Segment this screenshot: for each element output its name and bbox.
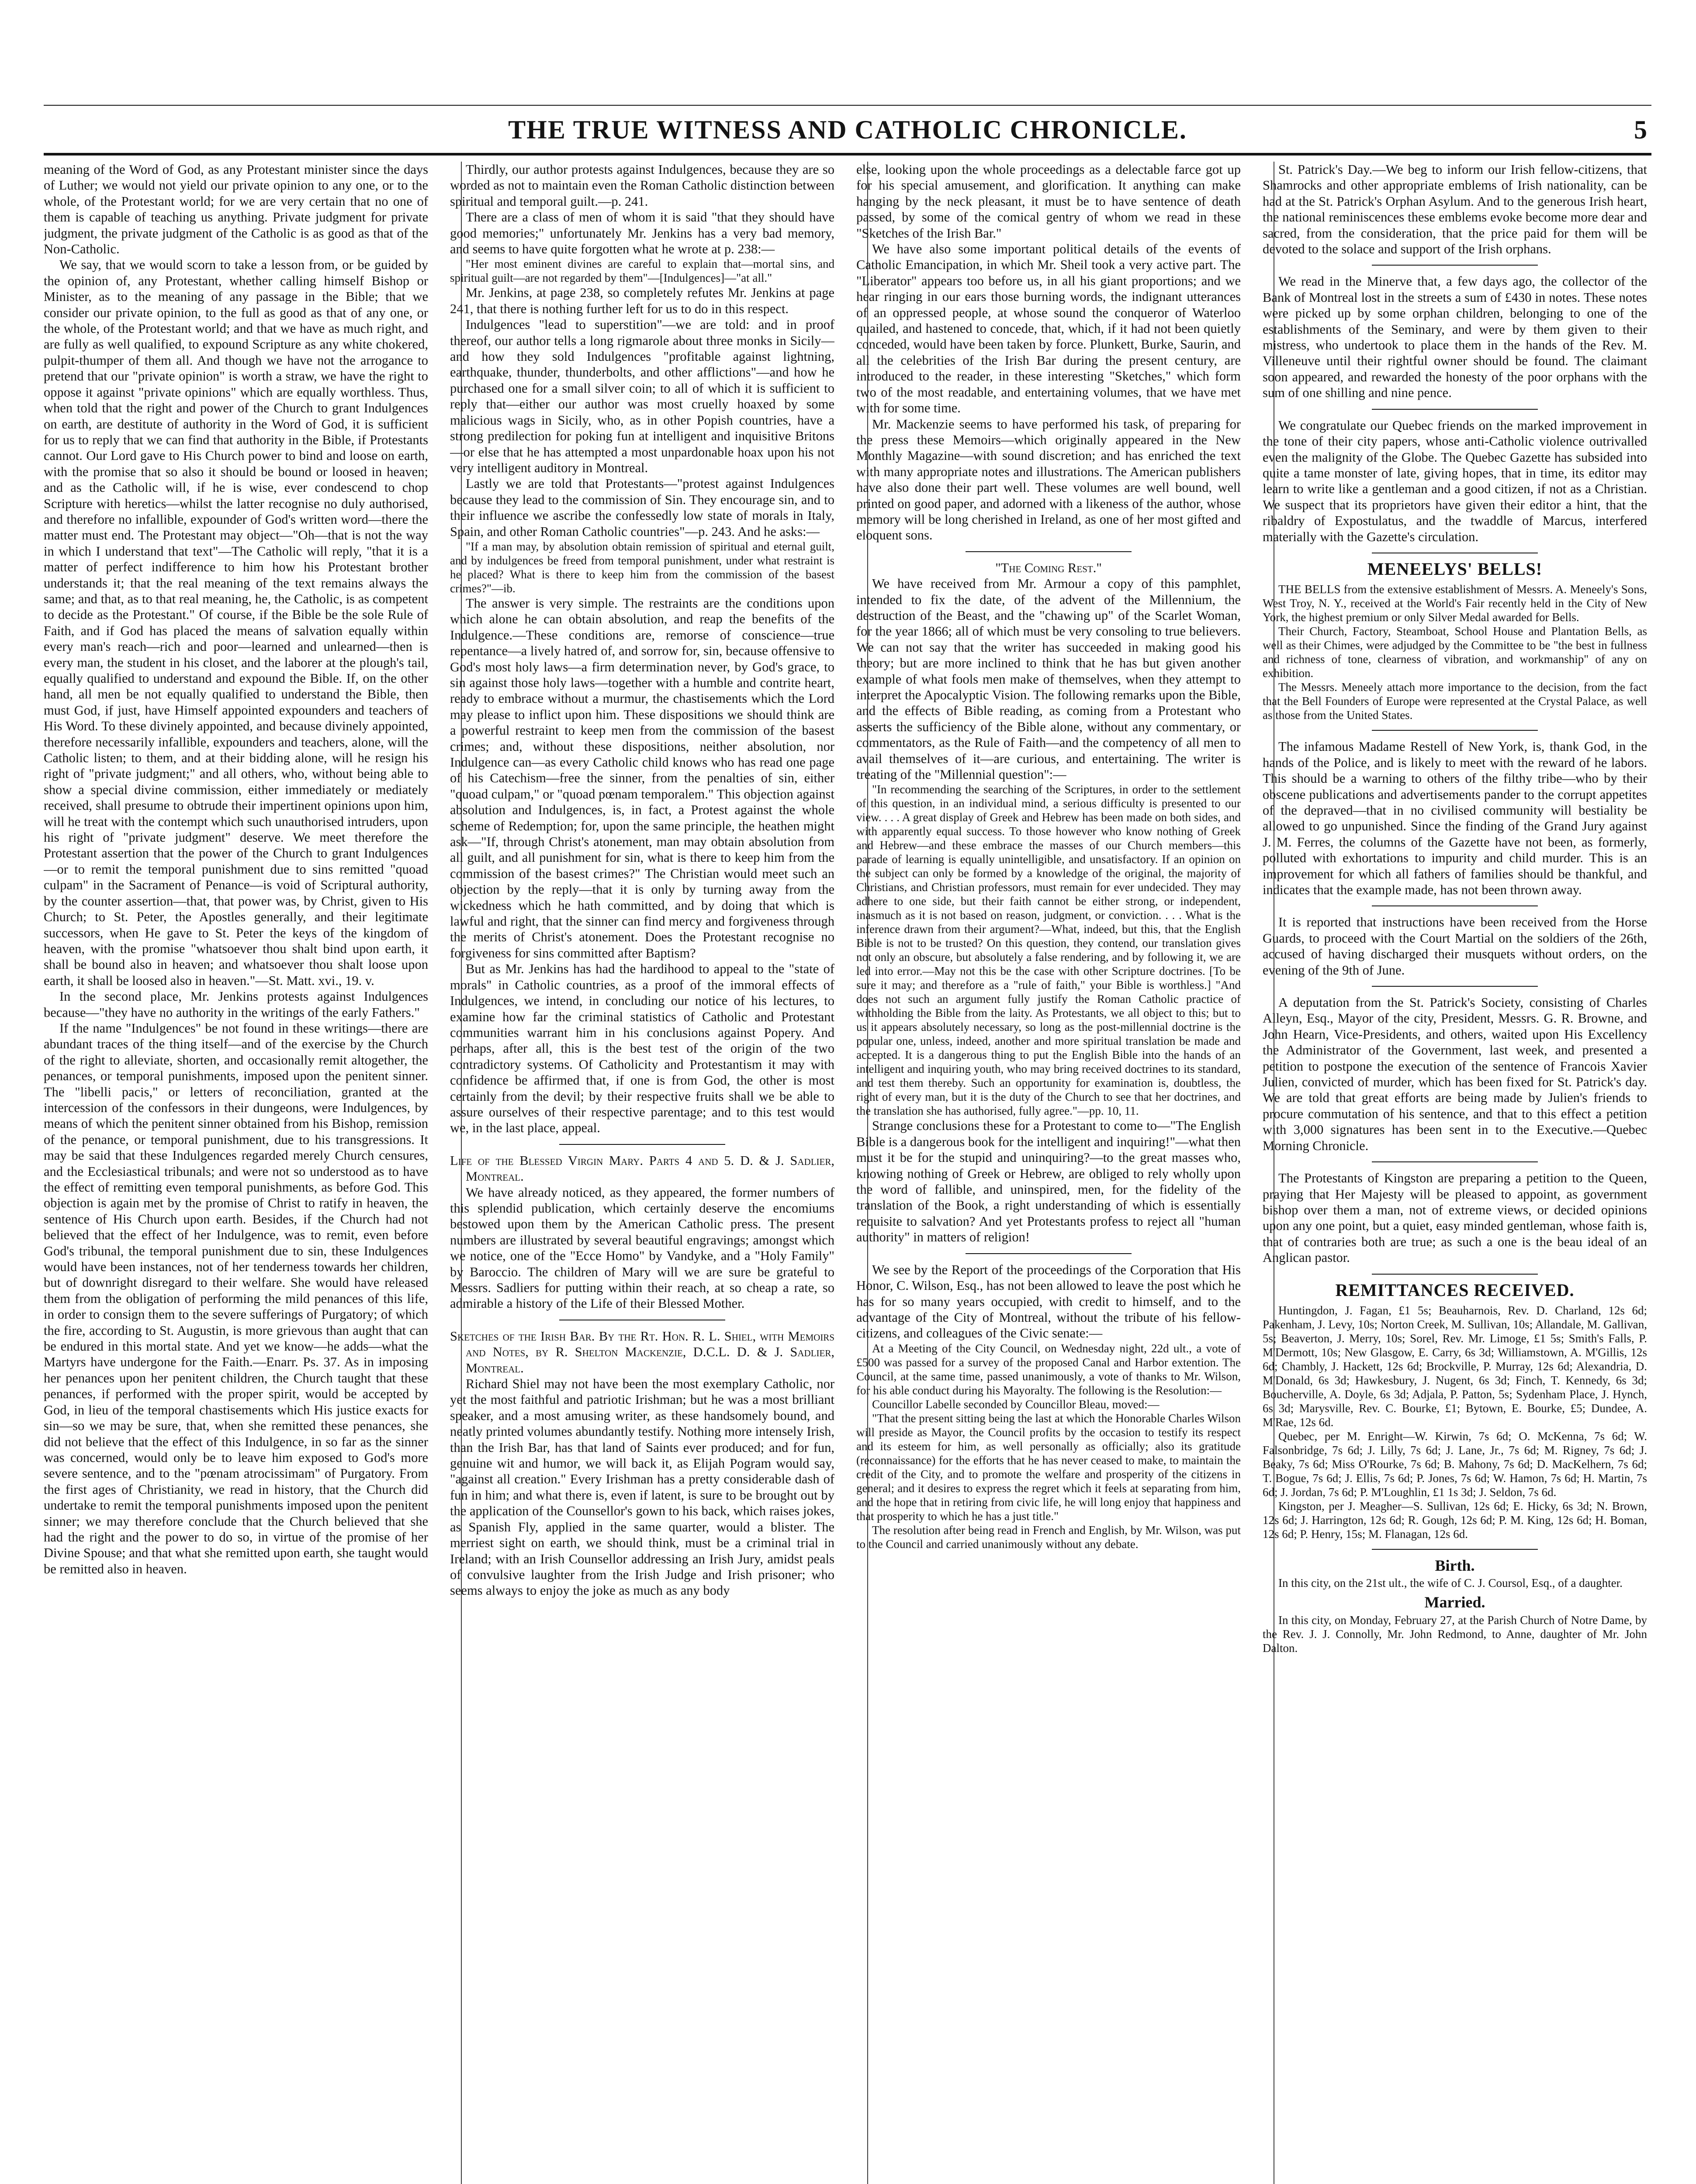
section-separator bbox=[1372, 1549, 1538, 1550]
advertisement-heading: MENEELYS' BELLS! bbox=[1367, 559, 1543, 579]
top-rule bbox=[44, 105, 1651, 106]
article-paragraph: The answer is very simple. The restraints are the conditions upon which alone he can obtain absolution, and reap the benefits of the Indulgence.—These conditions are, remorse of conscience—true repentance—a lively hatred of, and sorrow for, sin, because offensive to God's most holy laws—a firm determination never, by God's grace, to sin against those holy laws—together with a humble and contrite heart, ready to embrace without a murmur, the chastisements which the Lord may please to inflict upon him. These dispositions we should think are a powerful restraint to keep men from the commission of the basest crimes; and, without these dispositions, neither absolution, nor Indulgence can—as every Catholic child knows who has read one page of his Catechism—free the sinner, from the penalties of sin, either "quoad culpam," or "quoad pœnam temporalem." This objection against absolution and Indulgences, is, in fact, a Protest against the whole scheme of Redemption; for, upon the same principle, the heathen might ask—"If, through Christ's atonement, man may obtain absolution from all guilt, and all punishment for sin, what is there to keep him from the commission of the basest crimes?" The Christian would meet such an objection by the reply—that it is only by turning away from the wickedness which he hath committed, and by doing that which is lawful and right, that the sinner can find mercy and forgiveness through the merits of Christ's atonement. Does the Protestant recognise no forgiveness for sins committed after Baptism? bbox=[450, 595, 834, 961]
article-paragraph: But as Mr. Jenkins has had the hardihood to appeal to the "state of morals" in Catholic countries, as a proof of the immoral effects of Indulgences, we intend, in concluding our notice of his lectures, to examine how far the criminal statistics of Catholic and Protestant communities warrant him in his conclusions against Popery. And perhaps, after all, this is the best test of the origin of the two contradictory systems. Of Catholicity and Protestantism it may with confidence be affirmed that, if one is from God, the other is most certainly from the devil; by their respective fruits shall we be able to assure ourselves of their respective parentage; and to this test would we, in the last place, appeal. bbox=[450, 961, 834, 1136]
column-3 bbox=[856, 162, 1241, 2184]
article-paragraph: If the name "Indulgences" be not found in these writings—there are abundant traces of the thing itself—and of the exercise by the Church of the right to alleviate, shorten, and occasionally remit altogether, the penances, or temporal punishments, imposed upon the penitent sinner. The "libelli pacis," or letters of reconciliation, granted at the intercession of the confessors in their dungeons, were Indulgences, by means of which the penitent sinner obtained from his Bishop, remission of the penance, or temporal punishment, due to his transgressions. It may be said that these Indulgences regarded merely Church censures, and the Ecclesiastical tribunals; and were not so understood as to have the effect of remitting even temporal punishments, as before God. This objection is again met by the promise of Christ to ratify in heaven, the sentence of His Church upon earth. Besides, if the Church had not believed that the effect of her Indulgence, was to remit, even before God's tribunal, the temporal punishment due to sin, these Indulgences would have been instances, not of her tenderness towards her children, but of downright disregard to their welfare. She would have released them from the obligation of performing the mild penances of this life, in order to consign them to the severe sufferings of Purgatory; of which the fire, according to St. Augustin, is more grievous than aught that can be endured in this mortal state. And yet we know—he adds—what the Martyrs have undergone for the Faith.—Enarr. Ps. 37. As in imposing her penances upon her penitent children, the Church taught that these penances, if performed with the proper spirit, would be accepted by God, in lieu of the temporal chastisements which His justice exacts for sin—so we may be sure, that, when she remitted these penances, she did not believe that the effect of this Indulgence, in so far as the sinner was concerned, would only be to leave him exposed to God's more severe sentence, and to the "pœnam atrocissimam" of Purgatory. From the first ages of Christianity, we read in history, that the Church did undertake to remit the temporal punishments imposed upon the penitent sinner; we may therefore conclude that the Church believed that she had the right and the power to do so, in virtue of the promise of her Divine Spouse; and that what she remitted upon earth, she taught would be remitted also in heaven. bbox=[44, 1020, 428, 1576]
quotation: "That the present sitting being the last at which the Honorable Charles Wilson will preside as Mayor, the Council profits by the occasion to testify its respect and its esteem for him, as well personally as officially; also its gratitude (reconnaissance) for the efforts that he has never ceased to make, to maintain the credit of the City, and to promote the welfare and prosperity of the citizens in general; and it desires to express the regret which it feels at separating from him, and the hope that in retiring from civic life, he will long enjoy that happiness and that prosperity to which he has a just title." bbox=[856, 1411, 1241, 1523]
article-paragraph: Mr. Mackenzie seems to have performed his task, of preparing for the press these Memoirs—which originally appeared in the New Monthly Magazine—with sound discretion; and has enriched the text with many appropriate notes and illustrations. The American publishers have also done their part well. These volumes are well bound, well printed on good paper, and adorned with a likeness of the author, whose memory will be long cherished in Ireland, as one of her most gifted and eloquent sons. bbox=[856, 416, 1241, 543]
article-paragraph: Mr. Jenkins, at page 238, so completely refutes Mr. Jenkins at page 241, that there is nothing further left for us to do in this respect. bbox=[450, 285, 834, 316]
article-paragraph: We say, that we would scorn to take a lesson from, or be guided by the opinion of, any Protestant, whether calling himself Bishop or Minister, as to the meaning of any passage in the Bible; that we consider our private opinion, to the full as good as that of any one, or the whole, of the Protestant world; and that we have as much right, and are fully as well qualified, to expound Scripture as any white chokered, pulpit-thumper of them all. And though we have not the arrogance to pretend that our "private opinion" is worth a straw, we have the right to oppose it against "private opinions" which are equally worthless. Thus, when told that the right and power of the Church to grant Indulgences on earth, are destitute of authority in the Word of God, it is sufficient for us to reply that we can find that authority in the Bible, if Protestants cannot. Our Lord gave to His Church power to bind and loose on earth, with the promise that so also it should be bound or loosed in heaven; and as the Catholic will, if he is wise, ever condescend to chop Scripture with heretics—whilst the latter recognise no duly authorised, and therefore no infallible, expounder of God's written word—there the matter must end. The Protestant may object—"Oh—that is not the way in which I understand that text"—The Catholic will reply, "that it is a matter of perfect indifference to him how his Protestant brother understands it; that the real meaning of the text remains always the same; and that, as to that real meaning, he, the Catholic, is as competent to decide as the Protestant." Of course, if the Bible be the sole Rule of Faith, and if God has placed the means of salvation equally within every man's reach—rich and poor—learned and unlearned—then is every man, the student in his closet, and the laborer at the plough's tail, equally qualified to understand and expound the Bible. If, on the other hand, all men be not equally qualified to understand the Bible, then must God, if just, have Himself appointed expounders and teachers of His Word. To these divinely appointed, and because divinely appointed, therefore necessarily infallible, expounders and teachers, alone, will the Catholic listen; to them, and at their bidding alone, will he resign his right of "private judgment;" and all others, who, without being able to show a special divine commission, either immediately or mediately received, shall presume to obtrude their impertinent opinions upon him, will he treat with the contempt which such unauthorised intruders, upon his right of "private judgment" deserve. We meet therefore the Protestant assertion that the power of the Church to grant Indulgences—or to remit the temporal punishment due to sins remitted "quoad culpam" in the Sacrament of Penance—is void of Scriptural authority, by the counter assertion—that, that power was, by Christ, given to His Church; to St. Peter, the Apostles generally, and their legitimate successors, when He gave to St. Peter the keys of the kingdom of heaven, with the promise "whatsoever thou shalt bind upon earth, it shall be bound also in heaven; and whatsoever thou shalt loose upon earth, it shall be loosed also in heaven."—St. Matt. xvi., 19. v. bbox=[44, 257, 428, 988]
article-paragraph: St. Patrick's Day.—We beg to inform our Irish fellow-citizens, that Shamrocks and other appropriate emblems of Irish nationality, can be had at the St. Patrick's Orphan Asylum. And to the generous Irish heart, the national reminiscences these emblems evoke become more dear and sacred, from the consideration, that the price paid for them will be devoted to the solace and support of the Irish orphans. bbox=[1263, 162, 1647, 257]
quotation: "In recommending the searching of the Scriptures, in order to the settlement of this question, in an individual mind, a serious difficulty is presented to our view. . . . A great display of Greek and Hebrew has been made on both sides, and with apparently equal success. To those however who know nothing of Greek and Hebrew—and these embrace the masses of our Church members—this parade of learning is equally unintelligible, and unsatisfactory. If an opinion on the subject can only be formed by a knowledge of the original, the majority of Christians, and Christian professors, must remain for ever undecided. They may adhere to one side, but their faith cannot be either strong, or independent, inasmuch as it is not based on reason, judgment, or conviction. . . . What is the inference drawn from their argument?—What, indeed, but this, that the English Bible is not to be trusted? On this question, they contend, our translation gives not only an obscure, but absolutely a false rendering, and by following it, we are led into error.—May not this be the case with other Scripture doctrines. [To be sure it may; and therefore as a "rule of faith," your Bible is worthless.] "And does not such an argument fully justify the Roman Catholic practice of withholding the Bible from the laity. As Protestants, we all object to this; but to us it appears absolutely necessary, so long as the post-millennial doctrine is the popular one, unless, indeed, another and more spiritual translation be made and accepted. It is a dangerous thing to put the English Bible into the hands of an intelligent and inquiring youth, who may bring received doctrines to its standard, and test them thereby. Such an opportunity for examination is, doubtless, the right of every man, but it is the duty of the Church to see that her doctrines, and the translation she has authorised, fully agree."—pp. 10, 11. bbox=[856, 783, 1241, 1118]
review-heading: Life of the Blessed Virgin Mary. Parts 4 and 5. D. & J. Sadlier, Montreal. bbox=[450, 1153, 834, 1184]
article-paragraph: Strange conclusions these for a Protestant to come to—"The English Bible is a dangerous book for the intelligent and inquiring!"—what then must it be for the stupid and uninquiring?—to the great masses who, knowing nothing of Greek or Hebrew, are obliged to rely wholly upon the word of fallible, and uninspired, men, for the fidelity of the translation of the Book, a right understanding of which is essentially requisite to salvation? And yet Protestants profess to reject all "human authority" in matters of religion! bbox=[856, 1118, 1241, 1245]
review-paragraph: Richard Shiel may not have been the most exemplary Catholic, nor yet the most faithful and patriotic Irishman; but he was a most brilliant speaker, and a most amusing writer, as these handsomely bound, and neatly printed volumes abundantly testify. Nothing more intensely Irish, than the Irish Bar, has that land of Saints ever produced; and for fun, genuine wit and humor, we will back it, as Elijah Pogram would say, "against all creation." Every Irishman has a pretty considerable dash of fun in him; and what there is, even if latent, is sure to be brought out by the application of the Counsellor's gown to his back, which raises jokes, as Spanish Fly, applied in the same quarter, would a blister. The merriest sight on earth, we should think, must be a criminal trial in Ireland; with an Irish Counsellor addressing an Irish Jury, amidst peals of convulsive laughter from the Irish Judge and Irish prisoner; who seems always to enjoy the joke as much as any body bbox=[450, 1376, 834, 1598]
article-paragraph: A deputation from the St. Patrick's Society, consisting of Charles Alleyn, Esq., Mayor of the city, President, Messrs. G. R. Browne, and John Hearn, Vice-Presidents, and others, waited upon His Excellency the Administrator of the Government, last week, and presented a petition to postpone the execution of the sentence of Francois Xavier Julien, convicted of murder, which has been fixed for St. Patrick's day. We are told that great efforts are being made by Julien's friends to procure commutation of his sentence, and that to this effect a petition with 3,000 signatures has been sent in to the Executive.—Quebec Morning Chronicle. bbox=[1263, 995, 1647, 1153]
article-paragraph: The infamous Madame Restell of New York, is, thank God, in the hands of the Police, and is likely to meet with the reward of he labors. This should be a warning to others of the filthy tribe—who by their obscene publications and advertisements pander to the corrupt appetites of the depraved—that in no civilised community will bestiality be allowed to go unpunished. Since the finding of the Grand Jury against J. M. Ferres, the columns of the Gazette have not been, as formerly, polluted with exhortations to impurity and child murder. This is an improvement for which all fathers of families should be thankful, and indicates that the example made, has not been thrown away. bbox=[1263, 739, 1647, 897]
article-paragraph: We congratulate our Quebec friends on the marked improvement in the tone of their city papers, whose anti-Catholic violence outrivalled even the malignity of the Globe. The Quebec Gazette has subsided into quite a tame monster of late, giving hopes, that in time, its editor may learn to write like a gentleman and a good citizen, if not as a Christian. We suspect that its proprietors have given their editor a hint, that the ribaldry of Expostulatus, and the twaddle of Marcus, interfered materially with the Gazette's circulation. bbox=[1263, 418, 1647, 544]
birth-heading: Birth. bbox=[1435, 1556, 1475, 1574]
quotation: At a Meeting of the City Council, on Wednesday night, 22d ult., a vote of £500 was passed for a survey of the proposed Canal and Harbor extention. The Council, at the same time, passed unanimously, a vote of thanks to Mr. Wilson, for his able conduct during his Mayoralty. The following is the Resolution:— bbox=[856, 1341, 1241, 1397]
column-1 bbox=[44, 162, 428, 2184]
article-paragraph: Thirdly, our author protests against Indulgences, because they are so worded as not to maintain even the Roman Catholic distinction between spiritual and temporal guilt.—p. 241. bbox=[450, 162, 834, 209]
article-paragraph: Indulgences "lead to superstition"—we are told: and in proof thereof, our author tells a long rigmarole about three monks in Sicily—and how they sold Indulgences "profitable against lightning, earthquake, thunder, thunderbolts, and other afflictions"—and how he purchased one for a small silver coin; to all of which it is sufficient to reply that—either our author was most cruelly hoaxed by some malicious wags in Sicily, who, as in other Popish countries, have a strong predilection for poking fun at intelligent and inquisitive Britons—or else that he has attempted a most unpardonable hoax upon his not very intelligent auditory in Montreal. bbox=[450, 317, 834, 475]
article-paragraph: We read in the Minerve that, a few days ago, the collector of the Bank of Montreal lost in the streets a sum of £430 in notes. These notes were picked up by some orphan children, belonging to one of the establishments of the Seminary, and were by them given to their mistress, who undertook to place them in the hands of the Rev. M. Villeneuve until their rightful owner should be found. The claimant soon appeared, and rewarded the honesty of the poor orphans with the sum of one shilling and nine pence. bbox=[1263, 274, 1647, 401]
section-separator bbox=[1372, 1161, 1538, 1162]
review-heading: Sketches of the Irish Bar. By the Rt. Hon. R. L. Shiel, with Memoirs and Notes, by R. Shelton Mackenzie, D.C.L. D. & J. Sadlier, Montreal. bbox=[450, 1328, 834, 1375]
article-paragraph: else, looking upon the whole proceedings as a delectable farce got up for his special amusement, and glorification. It anything can make hanging by the neck pleasant, it must be to have sentence of death passed, by some of the comical gentry of whom we read in these "Sketches of the Irish Bar." bbox=[856, 162, 1241, 241]
advertisement-paragraph: THE BELLS from the extensive establishment of Messrs. A. Meneely's Sons, West Troy, N. Y., received at the World's Fair recently held in the City of New York, the highest premium or only Silver Medal awarded for Bells. bbox=[1263, 583, 1647, 624]
quotation: The resolution after being read in French and English, by Mr. Wilson, was put to the Council and carried unanimously without any debate. bbox=[856, 1523, 1241, 1551]
masthead-title: THE TRUE WITNESS AND CATHOLIC CHRONICLE. bbox=[508, 115, 1187, 144]
section-separator bbox=[966, 1253, 1132, 1254]
section-separator bbox=[966, 551, 1132, 552]
section-separator bbox=[1372, 1274, 1538, 1275]
quotation: "If a man may, by absolution obtain remission of spiritual and eternal guilt, and by indulgences be freed from temporal punishment, under what restraint is he placed? What is there to keep him from the commission of the basest crimes?"—ib. bbox=[450, 539, 834, 595]
section-separator bbox=[1372, 730, 1538, 731]
birth-notice: In this city, on the 21st ult., the wife of C. J. Coursol, Esq., of a daughter. bbox=[1278, 1576, 1623, 1590]
remittances-list: Quebec, per M. Enright—W. Kirwin, 7s 6d; O. McKenna, 7s 6d; W. Falsonbridge, 7s 6d; J. Lilly, 7s 6d; J. Lane, Jr., 7s 6d; M. Rigney, 7s 6d; J. Beaky, 7s 6d; Miss O'Rourke, 7s 6d; B. Mahony, 7s 6d; D. MacKelhern, 7s 6d; T. Bogue, 7s 6d; J. Ellis, 7s 6d; P. Jones, 7s 6d; W. Hamon, 7s 6d; H. Martin, 7s 6d; J. Jordan, 7s 6d; P. M'Loughlin, £1 1s 3d; J. Seldon, 7s 6d. bbox=[1263, 1429, 1647, 1499]
review-paragraph: We have already noticed, as they appeared, the former numbers of this splendid publication, which certainly deserve the encomiums bestowed upon them by the American Catholic press. The present numbers are illustrated by several beautiful engravings; amongst which we notice, one of the "Ecce Homo" by Vandyke, and a "Holy Family" by Baroccio. The children of Mary will we are sure be grateful to Messrs. Sadliers for putting within their reach, at so cheap a rate, so admirable a history of the Life of their Blessed Mother. bbox=[450, 1185, 834, 1311]
section-separator bbox=[1372, 265, 1538, 266]
column-2 bbox=[450, 162, 834, 2184]
advertisement-paragraph: Their Church, Factory, Steamboat, School House and Plantation Bells, as well as their Chimes, were adjudged by the Committee to be "the best in fullness and richness of tone, clearness of vibration, and workmanship" of any on exhibition. bbox=[1263, 625, 1647, 680]
section-separator bbox=[1372, 409, 1538, 410]
married-heading: Married. bbox=[1424, 1593, 1485, 1611]
page-number: 5 bbox=[1634, 115, 1647, 144]
remittances-list: Kingston, per J. Meagher—S. Sullivan, 12s 6d; E. Hicky, 6s 3d; N. Brown, 12s 6d; J. Harrington, 12s 6d; R. Gough, 12s 6d; P. M. King, 12s 6d; H. Boman, 12s 6d; P. Henry, 15s; M. Flanagan, 12s 6d. bbox=[1263, 1499, 1647, 1541]
remittances-list: Huntingdon, J. Fagan, £1 5s; Beauharnois, Rev. D. Charland, 12s 6d; Pakenham, J. Levy, 10s; Norton Creek, M. Sullivan, 10s; Allandale, M. Gallivan, 5s; Beaverton, J. Merry, 10s; Sorel, Rev. Mr. Limoge, £1 5s; Smith's Falls, P. M'Dermott, 10s; New Glasgow, E. Carry, 6s 3d; Williamstown, A. M'Gillis, 12s 6d; Chambly, J. Hackett, 12s 6d; Brockville, P. Murray, 12s 6d; Alexandria, D. M'Donald, 6s 3d; Hawkesbury, J. Nugent, 6s 3d; Finch, T. Kennedy, 6s 3d; Boucherville, A. Doyle, 6s 3d; Adjala, P. Patton, 5s; Sydenham Place, J. Hynch, 6s 3d; Marysville, Rev. C. Bourke, £1; Bytown, E. Bourke, £5; Dundee, A. M'Rae, 12s 6d. bbox=[1263, 1303, 1647, 1429]
article-paragraph: Lastly we are told that Protestants—"protest against Indulgences because they lead to the commission of Sin. They encourage sin, and to their influence we ascribe the confessedly low state of morals in Italy, Spain, and other Roman Catholic countries"—p. 243. And he asks:— bbox=[450, 476, 834, 539]
article-paragraph: The Protestants of Kingston are preparing a petition to the Queen, praying that Her Majesty will be pleased to appoint, as government bishop over them a man, not of extreme views, or decided opinions upon any one point, but a quiet, easy minded gentleman, whose faith is, that of contraries both are true; as such a one is the beau ideal of an Anglican pastor. bbox=[1263, 1171, 1647, 1265]
article-paragraph: We have received from Mr. Armour a copy of this pamphlet, intended to fix the date, of the advent of the Millennium, the destruction of the Beast, and the "chawing up" of the Scarlet Woman, for the year 1866; all of which must be very consoling to true believers. We can not say that the writer has succeeded in making good his theory; but are more inclined to think that he has but given another example of what fools men make of themselves, when they attempt to interpret the Apocalyptic Vision. The following remarks upon the Bible, and the effects of Bible reading, as coming from a Protestant who asserts the sufficiency of the Bible alone, without any commentary, or commentators, as the Rule of Faith—and the competency of all men to avail themselves of it—are curious, and entertaining. The writer is treating of the "Millennial question":— bbox=[856, 576, 1241, 782]
section-separator bbox=[1372, 905, 1538, 906]
article-paragraph: In the second place, Mr. Jenkins protests against Indulgences because—"they have no authority in the writings of the early Fathers." bbox=[44, 989, 428, 1020]
article-paragraph: There are a class of men of whom it is said "that they should have good memories;" unfortunately Mr. Jenkins has a very bad memory, and seems to have quite forgotten what he wrote at p. 238:— bbox=[450, 210, 834, 257]
section-separator bbox=[1372, 986, 1538, 987]
advertisement-paragraph: The Messrs. Meneely attach more importance to the decision, from the fact that the Bell Founders of Europe were represented at the Crystal Palace, as well as those from the United States. bbox=[1263, 681, 1647, 722]
section-separator bbox=[559, 1144, 725, 1145]
quotation: "Her most eminent divines are careful to explain that—mortal sins, and spiritual guilt—are not regarded by them"—[Indulgences]—"at all." bbox=[450, 257, 834, 285]
article-paragraph: We see by the Report of the proceedings of the Corporation that His Honor, C. Wilson, Esq., has not been allowed to leave the post which he has for so many years occupied, with credit to himself, and to the advantage of the City of Montreal, without the tribute of his fellow-citizens, and colleagues of the Civic senate:— bbox=[856, 1262, 1241, 1341]
article-paragraph: It is reported that instructions have been received from the Horse Guards, to proceed with the Court Martial on the soldiers of the 26th, accused of having discharged their musquets without orders, on the evening of the 9th of June. bbox=[1263, 915, 1647, 978]
masthead bbox=[44, 111, 1651, 151]
marriage-notice: In this city, on Monday, February 27, at the Parish Church of Notre Dame, by the Rev. J. J. Connolly, Mr. John Redmond, to Anne, daughter of Mr. John Dalton. bbox=[1263, 1613, 1647, 1655]
remittances-heading: REMITTANCES RECEIVED. bbox=[1335, 1280, 1575, 1300]
quotation: Councillor Labelle seconded by Councillor Bleau, moved:— bbox=[872, 1397, 1160, 1411]
column-4 bbox=[1263, 162, 1647, 2184]
article-paragraph: We have also some important political details of the events of Catholic Emancipation, in which Mr. Sheil took a very active part. The "Liberator" appears too before us, in all his giant proportions; and we hear ringing in our ears those burning words, the indignant utterances of an oppressed people, at whose sound the conqueror of Waterloo quailed, and hastened to concede, that, which, if it had not been quietly conceded, would have been taken by force. Plunkett, Burke, Saurin, and all the celebrities of the Irish Bar during the present century, are introduced to the reader, in these interesting "Sketches," which form two of the most readable, and entertaining volumes, that we have met with for some time. bbox=[856, 242, 1241, 416]
review-heading: "The Coming Rest." bbox=[995, 560, 1102, 575]
columns bbox=[44, 162, 1651, 2184]
masthead-rule bbox=[44, 153, 1651, 156]
article-paragraph: meaning of the Word of God, as any Protestant minister since the days of Luther; we would not yield our private opinion to any one, or to the whole, of the Protestant world; for we are very certain that no one of them is capable of teaching us anything. Private judgment for private judgment, the private judgment of the Catholic is as good as that of the Non-Catholic. bbox=[44, 162, 428, 257]
